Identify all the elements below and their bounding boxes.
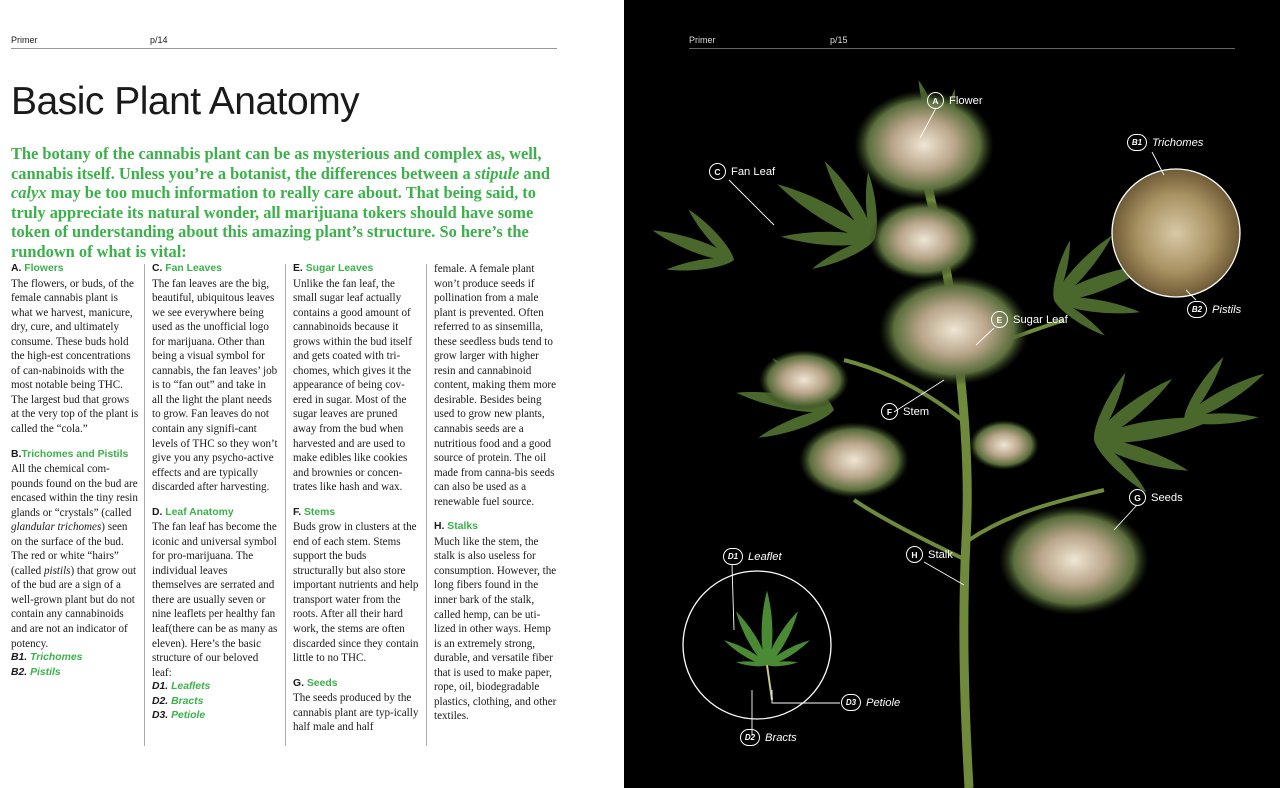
section-text-seeds-continued: female. A female plant won’t produce seeds if pollination from a male plant is prevented. Often referred to as sinsemilla, these seedless buds tend to grow larger with higher resin and cannabinoid content, making them more desirable. Besides being used to grow new plants, cannabis seeds are a nutritious food and a good source of protein. The oil made from canna-bis seeds can also be used as a renewable fuel source. [434, 263, 556, 508]
page-number: p/15 [830, 35, 848, 45]
trichomes-closeup [1112, 169, 1240, 297]
cannabis-plant-photo [624, 0, 1280, 788]
label-pistils: B2 Pistils [1187, 301, 1241, 318]
left-page [0, 0, 624, 788]
section-heading-fan-leaves: C. Fan Leaves [152, 263, 222, 274]
section-text-trichomes: All the chemical com-pounds found on the bud are encased within the tiny resin glands or “crystals” (called glandular trichomes) seen on the surface of the bud. The red or white “hairs” (called pistils) that grow out of the bud are a sign of a well-grown plant but do not contain any cannabinoids and are not an indicator of potency. [11, 463, 138, 650]
section-text-stems: Buds grow in clusters at the end of each stem. Stems support the buds structurally but also store important nutrients and help transport water from the roots. After all their hard work, the stems are often discarded since they contain little to no THC. [293, 521, 419, 665]
section-text-seeds: The seeds produced by the cannabis plant are typ-ically half male and half [293, 692, 419, 734]
section-text-stalks: Much like the stem, the stalk is also useless for consumption. However, the long fibers found in the inner bark of the stalk, called hemp, can be uti-lized in other ways. Hemp is an extremely strong, durable, and versatile fiber that is used to make paper, rope, oil, biodegradable plastics, clothing, and other textiles. [434, 535, 557, 723]
section-heading-stems: F. Stems [293, 506, 336, 518]
page-title: Basic Plant Anatomy [11, 80, 360, 123]
section-heading-trichomes: B.Trichomes and Pistils [11, 448, 129, 460]
column-4 [434, 262, 560, 724]
page-number: p/14 [150, 35, 168, 45]
right-page [624, 0, 1280, 788]
intro-paragraph: The botany of the cannabis plant can be as mysterious and complex as, well, cannabis itself. Unless you’re a botanist, the differences between a stipule and calyx may be too much information to really care about. That being said, to truly appreciate its natural wonder, all marijuana tokers should have some token of understanding about this amazing plant’s structure. So here’s the rundown of what is vital: [11, 144, 550, 261]
label-stem: F Stem [881, 403, 929, 420]
column-3 [293, 262, 419, 735]
column-2 [152, 262, 279, 724]
label-fan-leaf: C Fan Leaf [709, 163, 775, 180]
section-text-sugar-leaves: Unlike the fan leaf, the small sugar leaf actually contains a good amount of cannabinoids because it grows within the bud itself and gets coated with tri-chomes, which gives it the appearance of being cov-ered in sugar. Most of the sugar leaves are pruned away from the bud when harvested and are used to make edibles like cookies and brownies or concen-trates like hash and wax. [293, 277, 412, 494]
section-heading-sugar-leaves: E. Sugar Leaves [293, 263, 374, 274]
label-trichomes: B1 Trichomes [1127, 134, 1203, 151]
label-leaflet: D1 Leaflet [723, 548, 782, 565]
column-divider [426, 264, 427, 746]
section-heading-leaf-anatomy: D. Leaf Anatomy [152, 506, 234, 518]
section-heading-stalks: H. Stalks [434, 521, 478, 533]
label-bracts: D2 Bracts [740, 729, 797, 746]
column-divider [285, 264, 286, 746]
section-label: Primer [689, 35, 716, 45]
sub-item-leaflets: D1. Leaflets [152, 681, 211, 693]
label-flower: A Flower [927, 92, 983, 109]
header-rule [11, 48, 557, 49]
column-1 [11, 262, 139, 680]
label-stalk: H Stalk [906, 546, 953, 563]
section-text-flowers: The flowers, or buds, of the female cannabis plant is what we harvest, manicure, dry, cure, and ultimately consume. These buds hold the high-est concentrations of can-nabinoids with the most notable being THC. The largest bud that grows at the very top of the plant is called the “cola.” [11, 277, 139, 435]
section-text-leaf-anatomy: The fan leaf has become the iconic and universal symbol for pro-marijuana. The individual leaves themselves are serrated and there are usually seven or nine leaflets per healthy fan leaf(there can be as many as eleven). Here’s the basic structure of our beloved leaf: [152, 521, 278, 679]
label-petiole: D3 Petiole [841, 694, 900, 711]
sub-item-petiole: D3. Petiole [152, 710, 206, 722]
column-divider [144, 264, 145, 746]
sub-item-bracts: D2. Bracts [152, 695, 204, 707]
sub-item-pistils: B2. Pistils [11, 666, 61, 678]
section-text-fan-leaves: The fan leaves are the big, beautiful, ubiquitous leaves we see everywhere being used as the unofficial logo for marijuana. Other than being a visual symbol for cannabis, the fan leaves’ job is to “fan out” and take in all the light the plant needs to grow. Fan leaves do not contain any signifi-cant levels of THC so they won’t give you any psycho-active effects and are typically discarded after harvesting. [152, 277, 278, 494]
sub-item-trichomes: B1. Trichomes [11, 652, 83, 664]
label-sugar-leaf: E Sugar Leaf [991, 311, 1068, 328]
section-heading-seeds: G. Seeds [293, 677, 338, 689]
section-heading-flowers: A. Flowers [11, 263, 64, 274]
section-label: Primer [11, 35, 38, 45]
label-seeds: G Seeds [1129, 489, 1183, 506]
